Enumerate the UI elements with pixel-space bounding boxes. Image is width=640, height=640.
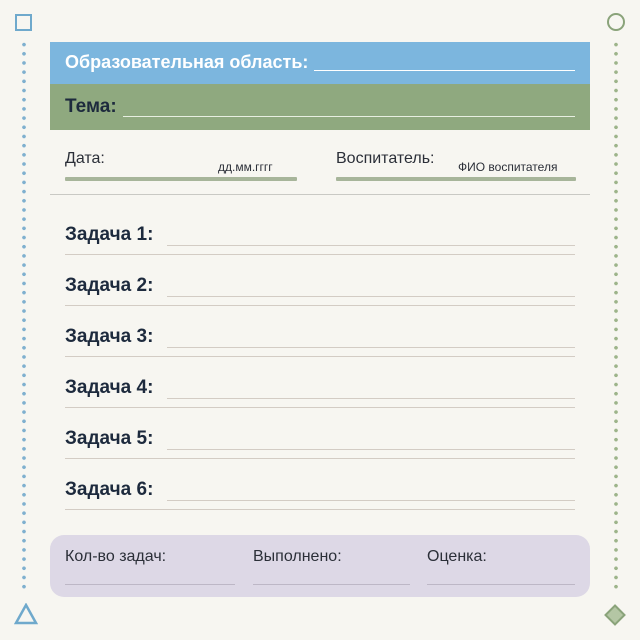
- summary-footer: [50, 535, 590, 597]
- dotted-border-left: [22, 40, 26, 592]
- education-field-input-line[interactable]: [314, 70, 575, 71]
- task-label: Задача 3:: [65, 326, 154, 347]
- task-row: [65, 326, 575, 356]
- task-input-line[interactable]: [167, 449, 575, 450]
- task-underline: [65, 305, 575, 306]
- triangle-outline-icon: [14, 603, 38, 625]
- task-count-label: Кол-во задач:: [65, 548, 167, 565]
- worksheet-card: [50, 42, 590, 602]
- task-row: [65, 479, 575, 509]
- topic-bar: [50, 84, 590, 130]
- grade-input-line[interactable]: [427, 584, 575, 585]
- grade-label: Оценка:: [427, 548, 487, 565]
- task-input-line[interactable]: [167, 245, 575, 246]
- square-outline-icon: [15, 14, 32, 31]
- circle-outline-icon: [607, 13, 625, 31]
- task-input-line[interactable]: [167, 398, 575, 399]
- task-label: Задача 5:: [65, 428, 154, 449]
- section-divider: [50, 194, 590, 195]
- task-input-line[interactable]: [167, 500, 575, 501]
- task-row: [65, 275, 575, 305]
- task-underline: [65, 458, 575, 459]
- task-underline: [65, 356, 575, 357]
- date-value[interactable]: дд.мм.гггг: [218, 160, 273, 174]
- task-underline: [65, 407, 575, 408]
- task-row: [65, 224, 575, 254]
- task-label: Задача 4:: [65, 377, 154, 398]
- date-label: Дата:: [65, 150, 105, 167]
- task-label: Задача 1:: [65, 224, 154, 245]
- topic-label: Тема:: [65, 96, 117, 117]
- teacher-value[interactable]: ФИО воспитателя: [458, 160, 558, 174]
- task-label: Задача 2:: [65, 275, 154, 296]
- education-field-bar: [50, 42, 590, 84]
- topic-input-line[interactable]: [123, 116, 575, 117]
- teacher-label: Воспитатель:: [336, 150, 435, 167]
- task-label: Задача 6:: [65, 479, 154, 500]
- task-input-line[interactable]: [167, 296, 575, 297]
- task-row: [65, 377, 575, 407]
- task-input-line[interactable]: [167, 347, 575, 348]
- education-field-label: Образовательная область:: [65, 52, 309, 72]
- task-underline: [65, 254, 575, 255]
- completed-label: Выполнено:: [253, 548, 342, 565]
- task-underline: [65, 509, 575, 510]
- completed-input-line[interactable]: [253, 584, 410, 585]
- dotted-border-right: [614, 40, 618, 592]
- task-count-input-line[interactable]: [65, 584, 235, 585]
- diamond-icon: [604, 604, 626, 626]
- date-underline: [65, 177, 297, 181]
- teacher-underline: [336, 177, 576, 181]
- task-row: [65, 428, 575, 458]
